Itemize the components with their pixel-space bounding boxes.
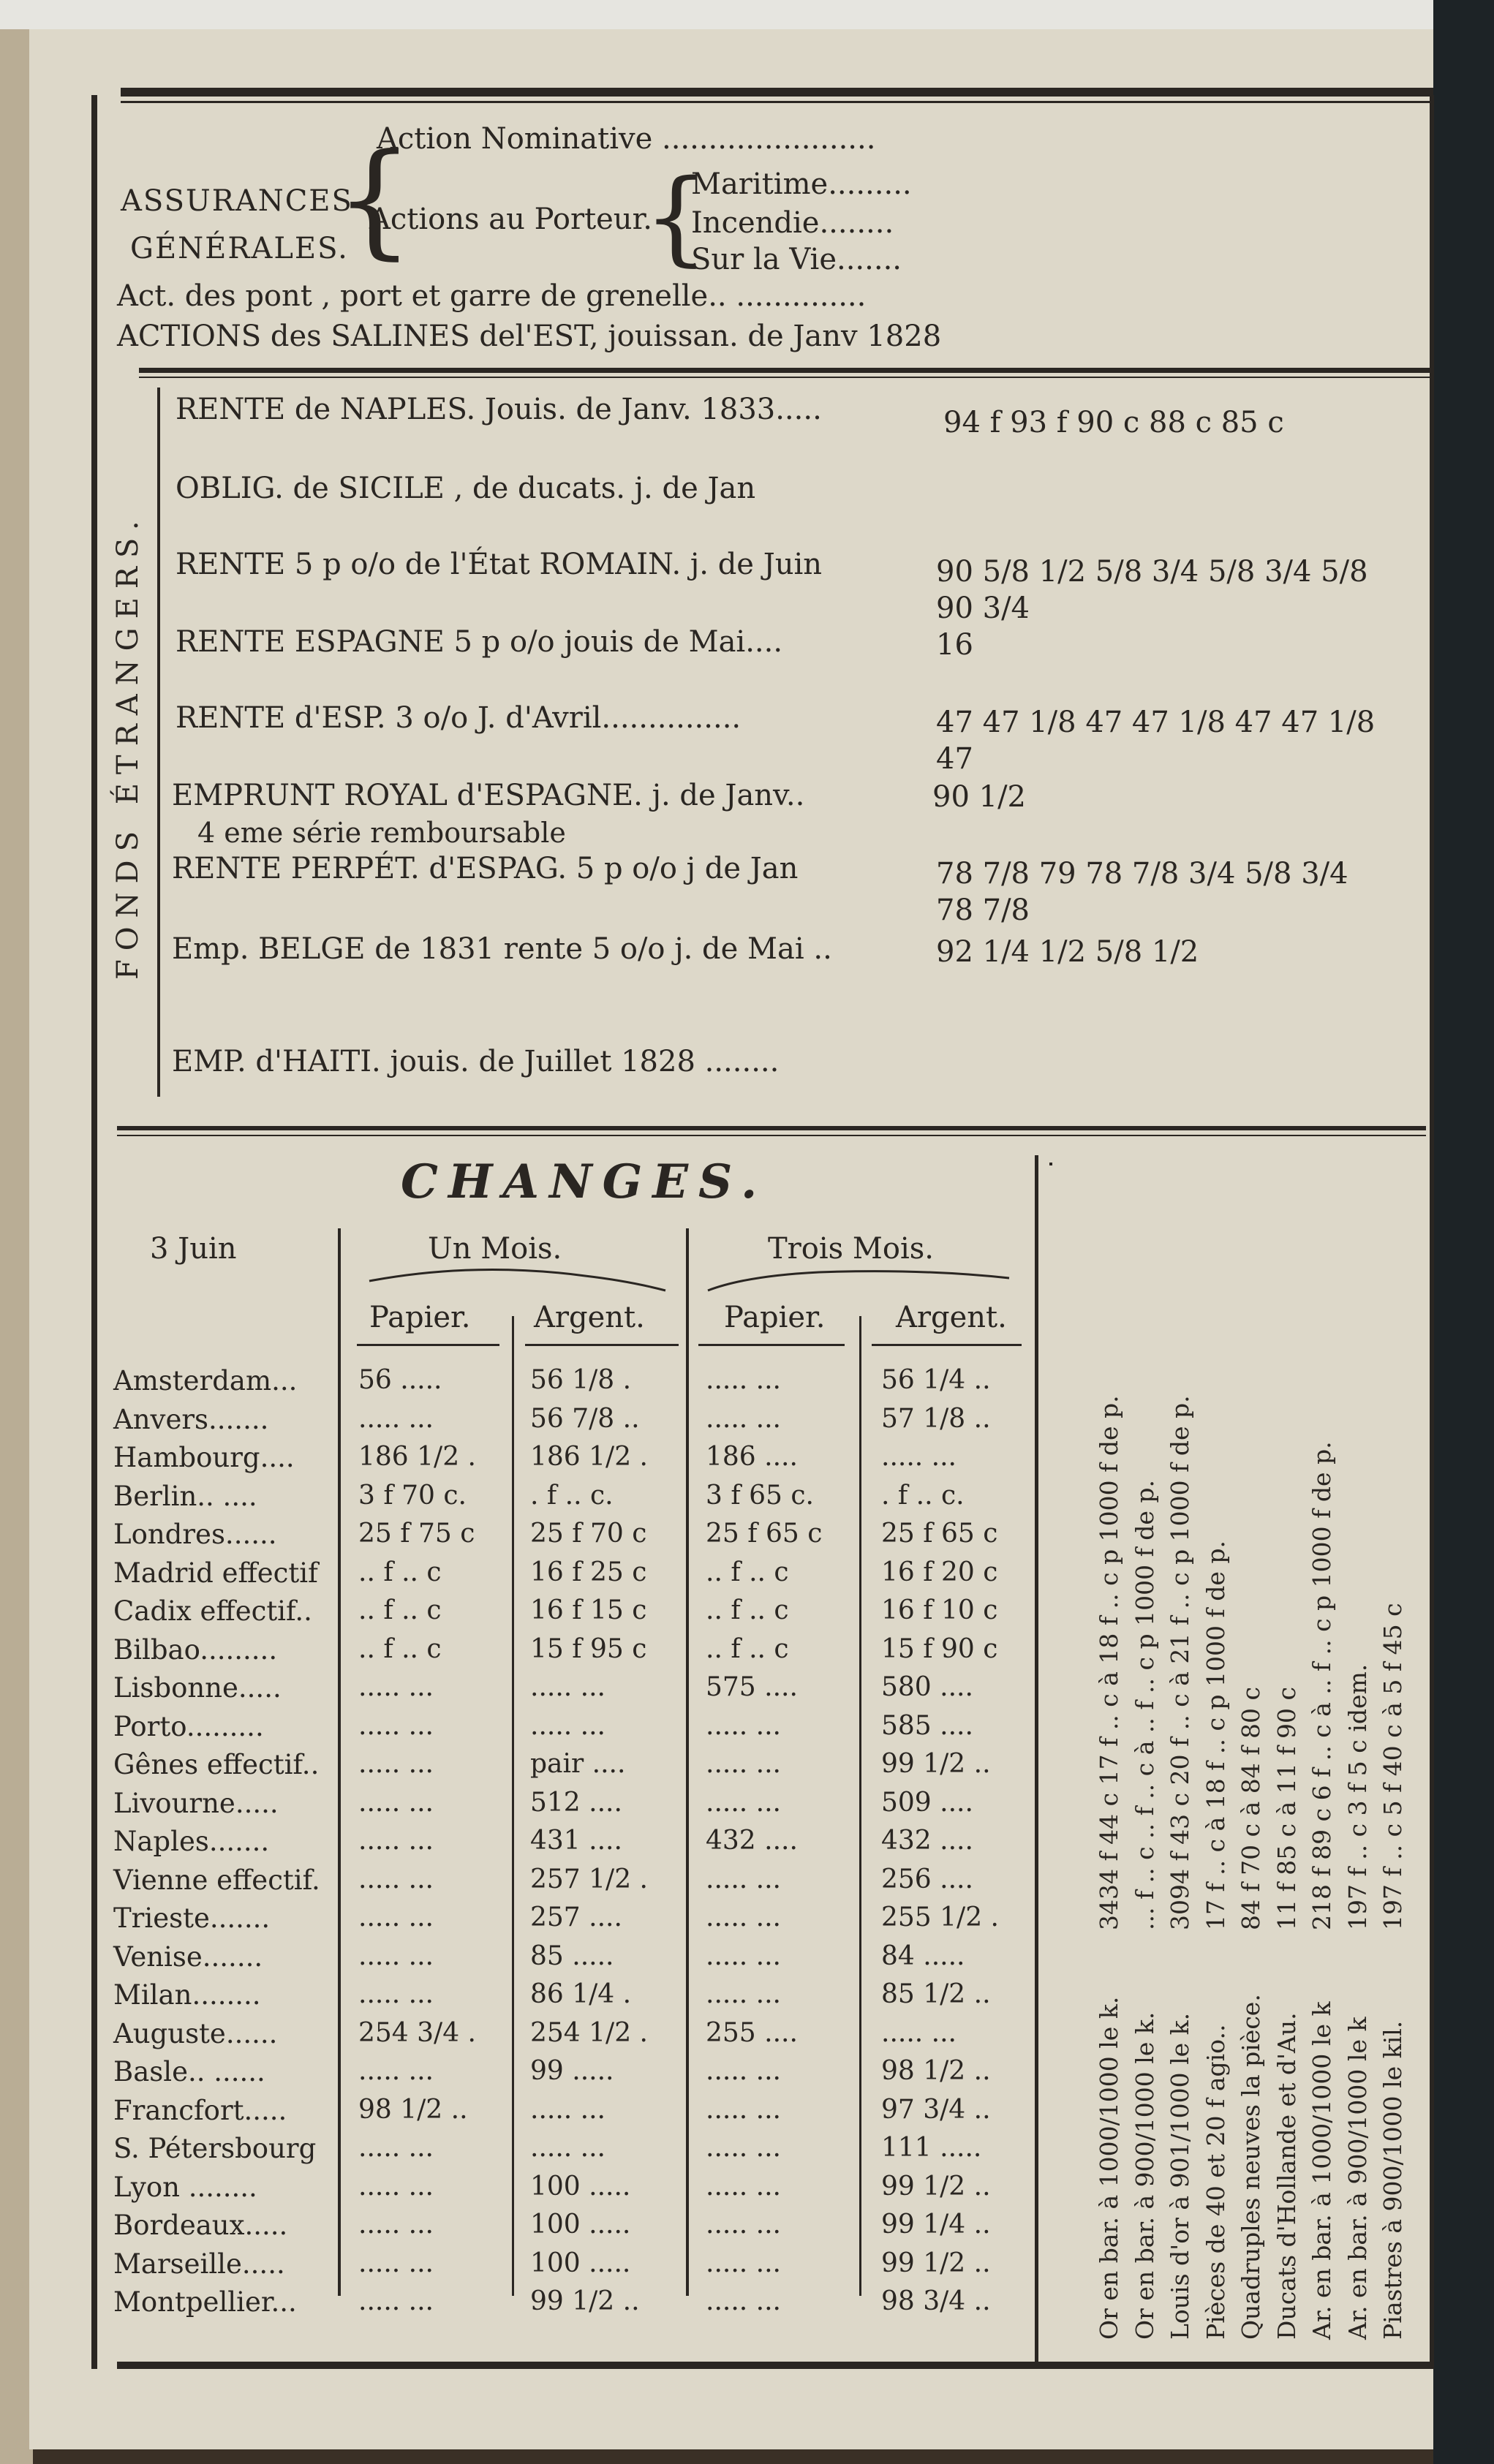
rate-cell: 16 f 25 c xyxy=(530,1557,647,1587)
metal-label: Ducats d'Hollande et d'Au. xyxy=(1272,2012,1301,2340)
rate-cell: ..... ... xyxy=(358,1710,434,1741)
rate-cell: 98 3/4 .. xyxy=(881,2286,991,2316)
metal-label: Louis d'or à 901/1000 le k. xyxy=(1166,2012,1194,2340)
fonds-value-naples: 94 f 93 f 90 c 88 c 85 c xyxy=(943,406,1284,439)
rate-cell: 257 .... xyxy=(530,1902,622,1932)
metal-label: Or en bar. à 900/1000 le k. xyxy=(1130,2011,1159,2340)
place-name-cell: Berlin.. .... xyxy=(113,1480,257,1512)
metal-value: 218 f 89 c 6 f .. c à .. f .. c p 1000 f de p. xyxy=(1308,1441,1336,1930)
assurances-brace: { xyxy=(335,127,415,272)
place-name-cell: Francfort..... xyxy=(113,2094,287,2126)
rate-cell: 99 ..... xyxy=(530,2056,614,2086)
rate-cell: 16 f 10 c xyxy=(881,1595,998,1625)
rate-cell: ..... ... xyxy=(706,1902,781,1932)
rate-cell: 98 1/2 .. xyxy=(358,2094,468,2125)
rate-cell: ..... ... xyxy=(706,2210,781,2240)
metaux-header-rule xyxy=(1049,1163,1052,1165)
fonds-row-perpet: RENTE PERPÉT. d'ESPAG. 5 p o/o j de Jan xyxy=(172,852,799,885)
assurances-label: ASSURANCES xyxy=(121,184,353,218)
argent-header-2: Argent. xyxy=(896,1301,1007,1334)
rate-cell: 57 1/8 .. xyxy=(881,1403,991,1434)
rate-cell: 85 1/2 .. xyxy=(881,1979,991,2009)
fonds-etrangers-label: FONDS ÉTRANGERS. xyxy=(111,512,145,980)
porteur-brace: { xyxy=(644,158,709,277)
place-name-cell: Marseille..... xyxy=(113,2248,285,2280)
fonds-value-emprunt-royal: 90 1/2 xyxy=(932,780,1026,814)
rate-cell: 100 ..... xyxy=(530,2210,631,2240)
rate-cell: 509 .... xyxy=(881,1787,973,1818)
rate-cell: ..... ... xyxy=(358,2248,434,2278)
rate-cell: .. f .. c xyxy=(706,1633,789,1664)
rate-cell: 99 1/2 .. xyxy=(881,2248,991,2278)
place-name-cell: Gênes effectif.. xyxy=(113,1749,320,1780)
rate-cell: 15 f 90 c xyxy=(881,1633,998,1664)
rate-cell: 98 1/2 .. xyxy=(881,2056,991,2086)
rate-cell: ..... ... xyxy=(358,1826,434,1856)
metal-label: Ar. en bar. à 1000/1000 le k xyxy=(1308,2001,1336,2340)
rate-cell: ..... ... xyxy=(358,1672,434,1702)
rate-cell: 111 ..... xyxy=(881,2133,982,2163)
rate-cell: ..... ... xyxy=(706,1710,781,1741)
place-name-cell: Bordeaux..... xyxy=(113,2210,288,2241)
rate-cell: . f .. c. xyxy=(530,1480,614,1511)
metal-value: 84 f 70 c à 84 f 80 c xyxy=(1237,1687,1265,1930)
rate-cell: ..... ... xyxy=(706,1979,781,2009)
rate-cell: ..... ... xyxy=(530,1710,605,1741)
rate-cell: 432 .... xyxy=(706,1826,798,1856)
metal-value: ... f .. c .. f .. c à .. f .. c p 1000 f de p. xyxy=(1130,1479,1159,1930)
rate-cell: ..... ... xyxy=(706,2133,781,2163)
place-name-cell: Trieste....... xyxy=(113,1902,271,1934)
generales-label: GÉNÉRALES. xyxy=(130,232,349,265)
sur-la-vie-item: Sur la Vie....... xyxy=(691,243,902,276)
changes-date: 3 Juin xyxy=(150,1232,237,1266)
col-rule-4 xyxy=(859,1316,861,2296)
place-name-cell: Livourne..... xyxy=(113,1787,279,1819)
rate-cell: ..... ... xyxy=(706,2056,781,2086)
rate-cell: ..... ... xyxy=(706,1940,781,1971)
rate-cell: 186 1/2 . xyxy=(530,1442,648,1472)
papier-header-2: Papier. xyxy=(724,1301,826,1334)
place-name-cell: Hambourg.... xyxy=(113,1442,295,1473)
rate-cell: ..... ... xyxy=(706,1864,781,1894)
rate-cell: ..... ... xyxy=(358,1864,434,1894)
trois-mois-header: Trois Mois. xyxy=(768,1232,934,1266)
rate-cell: 575 .... xyxy=(706,1672,798,1702)
rate-cell: 25 f 65 c xyxy=(881,1519,998,1549)
rate-cell: 25 f 70 c xyxy=(530,1519,647,1549)
rate-cell: 25 f 65 c xyxy=(706,1519,823,1549)
fonds-value-esp-3-2: 47 xyxy=(936,742,973,776)
place-name-cell: Basle.. ...... xyxy=(113,2056,265,2087)
rate-cell: 86 1/4 . xyxy=(530,1979,632,2009)
metal-value: 17 f .. c à 18 f .. c p 1000 f de p. xyxy=(1201,1541,1230,1930)
rate-cell: 431 .... xyxy=(530,1826,622,1856)
rate-cell: ..... ... xyxy=(358,2171,434,2202)
fonds-row-romain: RENTE 5 p o/o de l'État ROMAIN. j. de Juin xyxy=(176,548,823,581)
rate-cell: 56 ..... xyxy=(358,1365,442,1395)
act-pont: Act. des pont , port et garre de grenelle.. .............. xyxy=(117,279,867,313)
metal-value: 197 f .. c 5 f 40 c à 5 f 45 c xyxy=(1378,1603,1407,1930)
rate-cell: ..... ... xyxy=(358,2210,434,2240)
rate-cell: 585 .... xyxy=(881,1710,973,1741)
changes-title: CHANGES. xyxy=(401,1154,768,1209)
rate-cell: ..... ... xyxy=(530,1672,605,1702)
rate-cell: ..... ... xyxy=(881,2017,957,2048)
rate-cell: ..... ... xyxy=(706,1403,781,1434)
fonds-value-perpet: 78 7/8 79 78 7/8 3/4 5/8 3/4 xyxy=(936,857,1348,891)
rate-cell: ..... ... xyxy=(530,2133,605,2163)
fonds-row-naples: RENTE de NAPLES. Jouis. de Janv. 1833..... xyxy=(176,393,822,426)
rate-cell: 186 1/2 . xyxy=(358,1442,476,1472)
metal-label: Piastres à 900/1000 le kil. xyxy=(1378,2020,1407,2340)
place-name-cell: Madrid effectif xyxy=(113,1557,318,1589)
metal-label: Ar. en bar. à 900/1000 le k xyxy=(1343,2017,1372,2340)
header-underline-2 xyxy=(525,1344,679,1346)
fonds-row-sicile: OBLIG. de SICILE , de ducats. j. de Jan xyxy=(176,472,756,505)
rate-cell: ..... ... xyxy=(358,2056,434,2086)
rate-cell: . f .. c. xyxy=(881,1480,965,1511)
place-name-cell: Montpellier... xyxy=(113,2286,297,2318)
rate-cell: 56 1/4 .. xyxy=(881,1365,991,1395)
rate-cell: 99 1/2 .. xyxy=(881,1749,991,1779)
metal-label: Or en bar. à 1000/1000 le k. xyxy=(1095,1996,1123,2340)
rate-cell: ..... ... xyxy=(358,2286,434,2316)
argent-header-1: Argent. xyxy=(534,1301,645,1334)
rate-cell: ..... ... xyxy=(706,1749,781,1779)
col-rule-5 xyxy=(1035,1155,1038,2362)
metal-value: 3434 f 44 c 17 f .. c à 18 f .. c p 1000 f de p. xyxy=(1095,1395,1123,1930)
metal-label: Quadruples neuves la pièce. xyxy=(1237,1994,1265,2340)
rate-cell: 256 .... xyxy=(881,1864,973,1894)
metal-value: 3094 f 43 c 20 f .. c à 21 f .. c p 1000 f de p. xyxy=(1166,1395,1194,1930)
place-name-cell: Venise....... xyxy=(113,1940,263,1973)
place-name-cell: Vienne effectif. xyxy=(113,1864,320,1896)
place-name-cell: Lyon ........ xyxy=(113,2171,257,2203)
rate-cell: ..... ... xyxy=(706,1787,781,1818)
rate-cell: 16 f 15 c xyxy=(530,1595,647,1625)
place-name-cell: Bilbao......... xyxy=(113,1633,278,1666)
actions-salines: ACTIONS des SALINES del'EST, jouissan. de Janv 1828 xyxy=(117,320,942,353)
un-mois-header: Un Mois. xyxy=(428,1232,562,1266)
rate-cell: 3 f 70 c. xyxy=(358,1480,467,1511)
rate-cell: ..... ... xyxy=(706,1365,781,1395)
rate-cell: ..... ... xyxy=(358,1403,434,1434)
rate-cell: ..... ... xyxy=(358,2133,434,2163)
rate-cell: ..... ... xyxy=(358,1787,434,1818)
place-name-cell: Porto......... xyxy=(113,1710,264,1742)
fonds-value-espagne: 16 xyxy=(936,628,973,662)
rate-cell: .. f .. c xyxy=(358,1557,442,1587)
header-underline-3 xyxy=(698,1344,845,1346)
rate-cell: ..... ... xyxy=(358,1902,434,1932)
col-rule-3 xyxy=(686,1228,689,2296)
rate-cell: 257 1/2 . xyxy=(530,1864,648,1894)
place-name-cell: Milan........ xyxy=(113,1979,261,2011)
fonds-value-romain-2: 90 3/4 xyxy=(936,592,1030,625)
rate-cell: 56 1/8 . xyxy=(530,1365,632,1395)
place-name-cell: Naples....... xyxy=(113,1826,270,1857)
rate-cell: 580 .... xyxy=(881,1672,973,1702)
action-nominative: Action Nominative ....................... xyxy=(377,122,876,156)
rate-cell: .. f .. c xyxy=(706,1557,789,1587)
place-name-cell: Londres...... xyxy=(113,1519,277,1550)
rate-cell: .. f .. c xyxy=(706,1595,789,1625)
place-name-cell: S. Pétersbourg xyxy=(113,2133,317,2164)
header-underline-1 xyxy=(357,1344,499,1346)
papier-header-1: Papier. xyxy=(369,1301,471,1334)
fonds-value-belge: 92 1/4 1/2 5/8 1/2 xyxy=(936,935,1199,969)
rate-cell: ..... ... xyxy=(706,2171,781,2202)
fonds-row-esp-3: RENTE d'ESP. 3 o/o J. d'Avril............... xyxy=(176,701,742,735)
rate-cell: 254 1/2 . xyxy=(530,2017,648,2048)
col-rule-2 xyxy=(512,1316,514,2296)
rate-cell: .. f .. c xyxy=(358,1595,442,1625)
metal-value: 11 f 85 c à 11 f 90 c xyxy=(1272,1687,1301,1930)
rate-cell: 100 ..... xyxy=(530,2171,631,2202)
rate-cell: 85 ..... xyxy=(530,1940,614,1971)
rate-cell: 100 ..... xyxy=(530,2248,631,2278)
rate-cell: pair .... xyxy=(530,1749,626,1779)
place-name-cell: Amsterdam... xyxy=(113,1365,298,1397)
rate-cell: 99 1/2 .. xyxy=(530,2286,640,2316)
rate-cell: ..... ... xyxy=(706,2094,781,2125)
rate-cell: ..... ... xyxy=(358,1749,434,1779)
fonds-value-romain: 90 5/8 1/2 5/8 3/4 5/8 3/4 5/8 xyxy=(936,555,1368,589)
rate-cell: 56 7/8 .. xyxy=(530,1403,640,1434)
rate-cell: 97 3/4 .. xyxy=(881,2094,991,2125)
header-underline-4 xyxy=(872,1344,1022,1346)
fonds-row-emprunt-royal: EMPRUNT ROYAL d'ESPAGNE. j. de Janv.. xyxy=(172,779,805,812)
place-name-cell: Cadix effectif.. xyxy=(113,1595,312,1627)
metal-value: 197 f .. c 3 f 5 c idem. xyxy=(1343,1663,1372,1930)
rate-cell: ..... ... xyxy=(530,2094,605,2125)
rate-cell: 15 f 95 c xyxy=(530,1633,647,1664)
maritime-item: Maritime......... xyxy=(691,167,912,201)
rate-cell: ..... ... xyxy=(706,2286,781,2316)
rate-cell: 3 f 65 c. xyxy=(706,1480,814,1511)
col-rule-1 xyxy=(338,1228,341,2296)
place-name-cell: Anvers....... xyxy=(113,1403,269,1435)
fonds-row-haiti: EMP. d'HAITI. jouis. de Juillet 1828 ........ xyxy=(172,1045,780,1078)
place-name-cell: Lisbonne..... xyxy=(113,1672,282,1704)
rate-cell: 254 3/4 . xyxy=(358,2017,476,2048)
fonds-row-belge: Emp. BELGE de 1831 rente 5 o/o j. de Mai .. xyxy=(172,932,832,966)
rate-cell: 16 f 20 c xyxy=(881,1557,998,1587)
rate-cell: 25 f 75 c xyxy=(358,1519,475,1549)
rate-cell: ..... ... xyxy=(358,1979,434,2009)
rate-cell: 255 .... xyxy=(706,2017,798,2048)
actions-porteur: Actions au Porteur. xyxy=(369,203,653,236)
rate-cell: ..... ... xyxy=(706,2248,781,2278)
fonds-row-espagne: RENTE ESPAGNE 5 p o/o jouis de Mai.... xyxy=(176,625,783,659)
rate-cell: 512 .... xyxy=(530,1787,622,1818)
rate-cell: 99 1/2 .. xyxy=(881,2171,991,2202)
rate-cell: 432 .... xyxy=(881,1826,973,1856)
rate-cell: ..... ... xyxy=(358,1940,434,1971)
rate-cell: ..... ... xyxy=(881,1442,957,1472)
metal-label: Pièces de 40 et 20 f agio.. xyxy=(1201,2024,1230,2340)
fonds-value-perpet-2: 78 7/8 xyxy=(936,893,1030,927)
rate-cell: 99 1/4 .. xyxy=(881,2210,991,2240)
fonds-sub-remboursable: 4 eme série remboursable xyxy=(197,817,566,849)
rate-cell: 255 1/2 . xyxy=(881,1902,999,1932)
fonds-value-esp-3: 47 47 1/8 47 47 1/8 47 47 1/8 xyxy=(936,706,1376,739)
incendie-item: Incendie........ xyxy=(691,206,894,240)
rate-cell: 186 .... xyxy=(706,1442,798,1472)
rate-cell: 84 ..... xyxy=(881,1940,965,1971)
rate-cell: .. f .. c xyxy=(358,1633,442,1664)
place-name-cell: Auguste...... xyxy=(113,2017,278,2049)
